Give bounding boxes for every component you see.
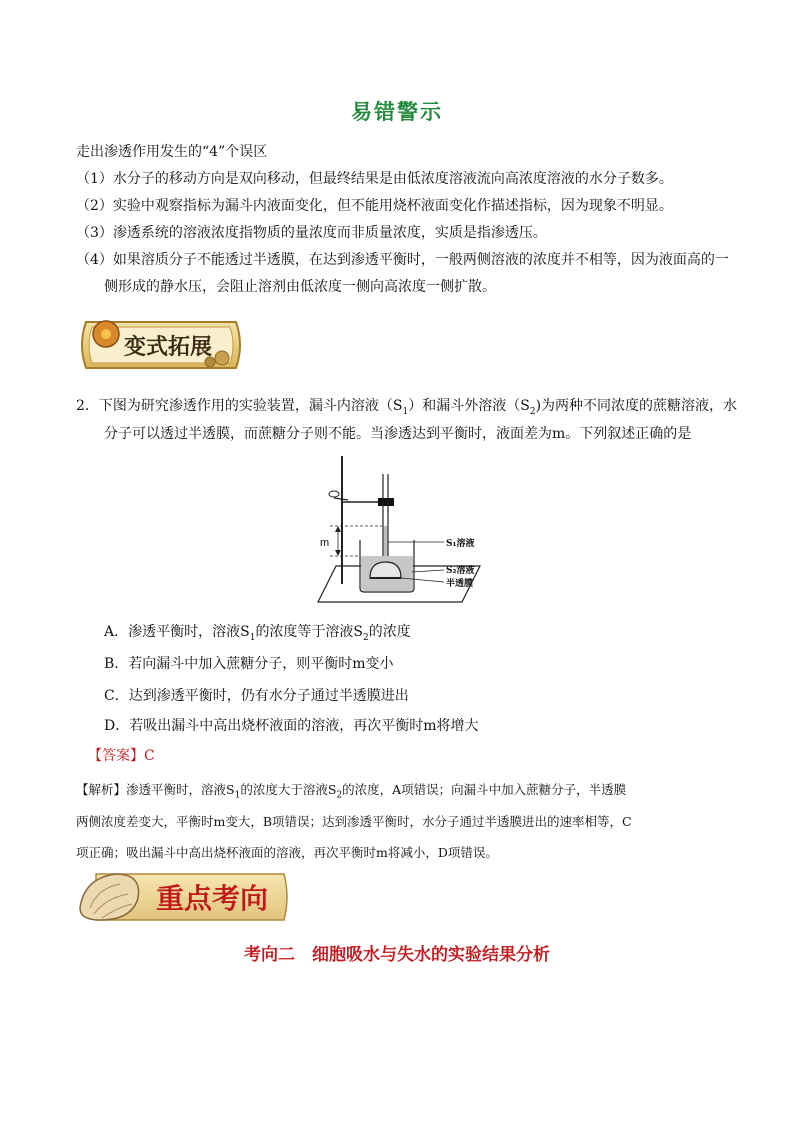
point-2: （2）实验中观察指标为漏斗内液面变化，但不能用烧杯液面变化作描述指标，因为现象不明显。 [76, 198, 673, 214]
point-1: （1）水分子的移动方向是双向移动，但最终结果是由低浓度溶液流向高浓度溶液的水分子数多。 [76, 171, 673, 187]
clamp-block [378, 498, 394, 506]
banner2-label: 重点考向 [155, 882, 269, 915]
question-line-1: 2．下图为研究渗透作用的实验装置，漏斗内溶液$(S_1)$和漏斗外溶液$(S_2)$为两种不同浓度的蔗糖溶液，水 [76, 398, 738, 417]
option-c: C．达到渗透平衡时，仍有水分子通过半透膜进出 [104, 688, 409, 704]
intro-text: 走出渗透作用发生的“4”个误区 [76, 144, 268, 160]
option-d: D．若吸出漏斗中高出烧杯液面的溶液，再次平衡时m将增大 [104, 718, 479, 734]
page-title: 易错警示 [351, 99, 443, 124]
section-title: 考向二 细胞吸水与失水的实验结果分析 [244, 945, 550, 965]
analysis-line-3: 项正确；吸出漏斗中高出烧杯液面的溶液，再次平衡时m将减小，D项错误。 [76, 845, 498, 860]
label-m: m [320, 537, 330, 549]
answer [88, 746, 155, 766]
variant-extension-banner [76, 312, 246, 378]
analysis-line-2: 两侧浓度差变大，平衡时m变大，B项错误；达到渗透平衡时，水分子通过半透膜进出的速率相等，C [76, 814, 632, 829]
key-direction-banner [76, 868, 294, 926]
point-3: （3）渗透系统的溶液浓度指物质的量浓度而非质量浓度，实质是指渗透压。 [76, 225, 547, 241]
analysis-line-1: 【解析】渗透平衡时，溶液$S_1$的浓度大于溶液$S_2$的浓度，A项错误；向漏斗中加入蔗糖分子，半透膜 [76, 782, 627, 801]
banner1-label: 变式拓展 [123, 334, 213, 360]
osmosis-apparatus-diagram [308, 454, 490, 610]
answer-label: 【答案】 [88, 748, 144, 764]
question-line-2: 分子可以透过半透膜，而蔗糖分子则不能。当渗透达到平衡时，液面差为m。下列叙述正确的是 [104, 426, 692, 442]
point-4-continued: 侧形成的静水压，会阻止溶剂由低浓度一侧向高浓度一侧扩散。 [104, 279, 496, 295]
point-4: （4）如果溶质分子不能透过半透膜，在达到渗透平衡时，一般两侧溶液的浓度并不相等，因为液面高的一 [76, 252, 729, 268]
answer-value: C [144, 748, 155, 764]
label-s2: S₂溶液 [446, 566, 475, 576]
label-s1: S₁溶液 [446, 539, 475, 549]
label-membrane: 半透膜 [446, 579, 474, 589]
option-a: A．渗透平衡时，溶液$S_1$的浓度等于溶液$S_2$的浓度 [104, 624, 411, 643]
option-b: B．若向漏斗中加入蔗糖分子，则平衡时m变小 [104, 656, 394, 672]
